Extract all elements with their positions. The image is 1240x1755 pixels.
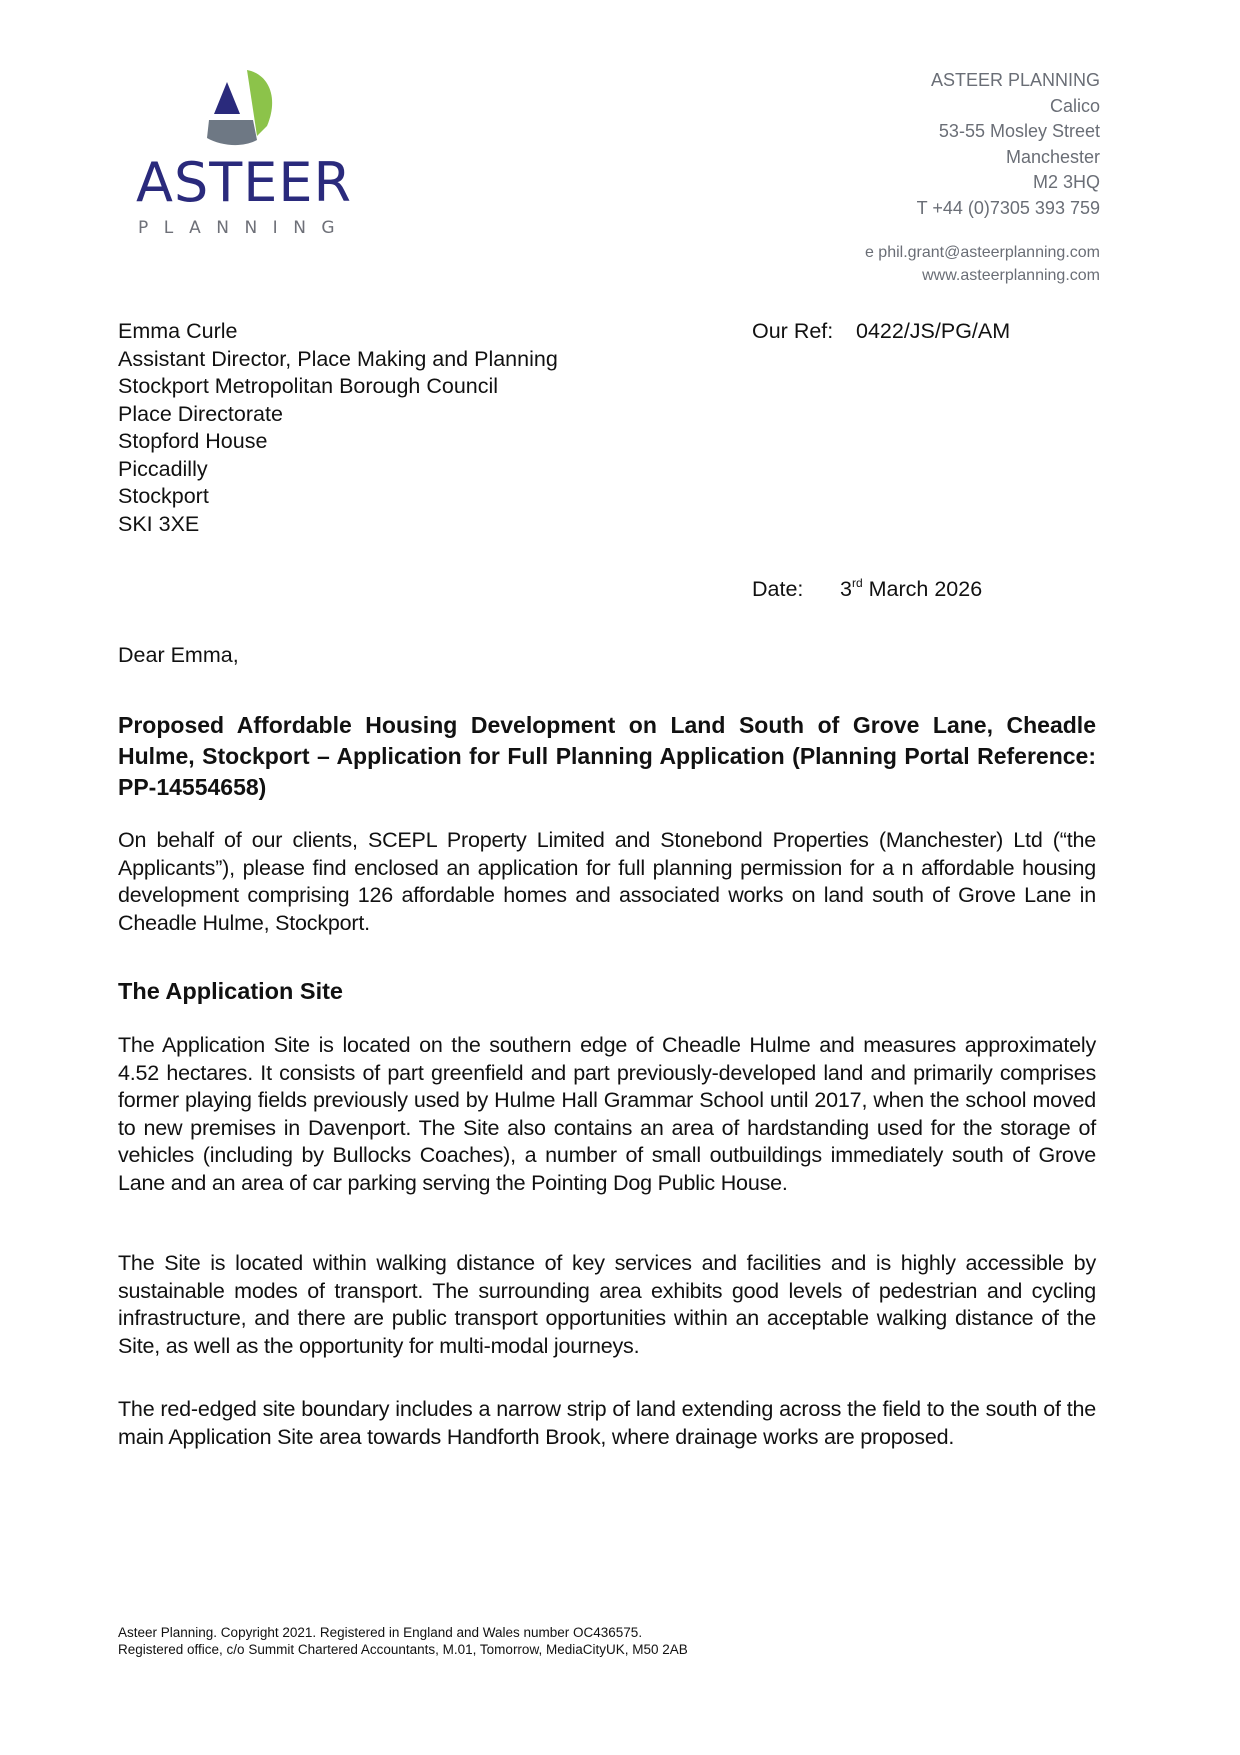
subject-heading: Proposed Affordable Housing Development on Land South of Grove Lane, Cheadle Hulme, Stockport – Application for Full Planning Application (Planning Portal Reference: PP-14554658) [118,712,1096,800]
sender-postcode: M2 3HQ [1032,172,1100,192]
date-month-year: March 2026 [862,577,983,601]
site-paragraph-2: The Site is located within walking distance of key services and facilities and is highly accessible by sustainable modes of transport. The surrounding area exhibits good levels of pedestrian and cycling infrastructure, and there are public transport opportunities within an acceptable walking distance of the Site, as well as the opportunity for multi-modal journeys. [118,1251,1096,1358]
date-day: 3 [840,577,852,601]
reference-line [752,318,1010,346]
salutation: Dear Emma, [118,643,239,667]
recipient-organisation: Stockport Metropolitan Borough Council [118,374,499,398]
recipient-department: Place Directorate [118,401,283,426]
sender-email[interactable]: e phil.grant@asteerplanning.com [864,244,1100,261]
recipient-title: Assistant Director, Place Making and Planning [118,346,558,371]
reference-label: Our Ref: [752,319,834,343]
footer-copyright: Asteer Planning. Copyright 2021. Registered in England and Wales number OC436575. [118,1625,643,1640]
footer [118,1624,688,1658]
sender-phone: T +44 (0)7305 393 759 [916,197,1100,218]
date-day-suffix: rd [851,576,863,590]
intro-paragraph: On behalf of our clients, SCEPL Property Limited and Stonebond Properties (Manchester) Ltd (“the Applicants”), please find enclosed an application for full planning permission for a n affordable housing development comprising 126 affordable homes and associated works on land south of Grove Lane in Cheadle Hulme, Stockport. [118,828,1096,935]
recipient-postcode: SKI 3XE [118,511,200,536]
logo-mark-icon [207,68,277,148]
company-logo [132,68,352,248]
logo-wordmark: ASTEER [136,151,352,214]
recipient-town: Stockport [118,484,209,508]
recipient-address-block [118,318,558,538]
sender-building: Calico [1049,95,1100,116]
date-label: Date: [752,577,804,601]
sender-website[interactable]: www.asteerplanning.com [922,267,1100,284]
recipient-name: Emma Curle [118,319,238,343]
date-line [752,576,982,604]
footer-registered-office: Registered office, c/o Summit Chartered Accountants, M.01, Tomorrow, MediaCityUK, M50 2AB [118,1642,688,1657]
sender-city: Manchester [1005,146,1100,167]
site-paragraph-3: The red-edged site boundary includes a narrow strip of land extending across the field to the south of the main Application Site area towards Handforth Brook, where drainage works are proposed. [118,1397,1096,1449]
sender-street: 53-55 Mosley Street [938,121,1100,141]
section-heading: The Application Site [118,978,344,1004]
recipient-street: Piccadilly [118,456,208,481]
logo-subtitle: PLANNING [138,218,351,238]
site-paragraph-1: The Application Site is located on the southern edge of Cheadle Hulme and measures approximately 4.52 hectares. It consists of part greenfield and part previously-developed land and primarily comprises former playing fields previously used by Hulme Hall Grammar School until 2017, when the school moved to new premises in Davenport. The Site also contains an area of hardstanding used for the storage of vehicles (including by Bullocks Coaches), a number of small outbuildings immediately south of Grove Lane and an area of car parking serving the Pointing Dog Public House. [118,1033,1096,1195]
recipient-building: Stopford House [118,429,268,453]
reference-value: 0422/JS/PG/AM [856,319,1011,343]
sender-address-block [865,68,1100,287]
sender-company: ASTEER PLANNING [930,70,1100,90]
